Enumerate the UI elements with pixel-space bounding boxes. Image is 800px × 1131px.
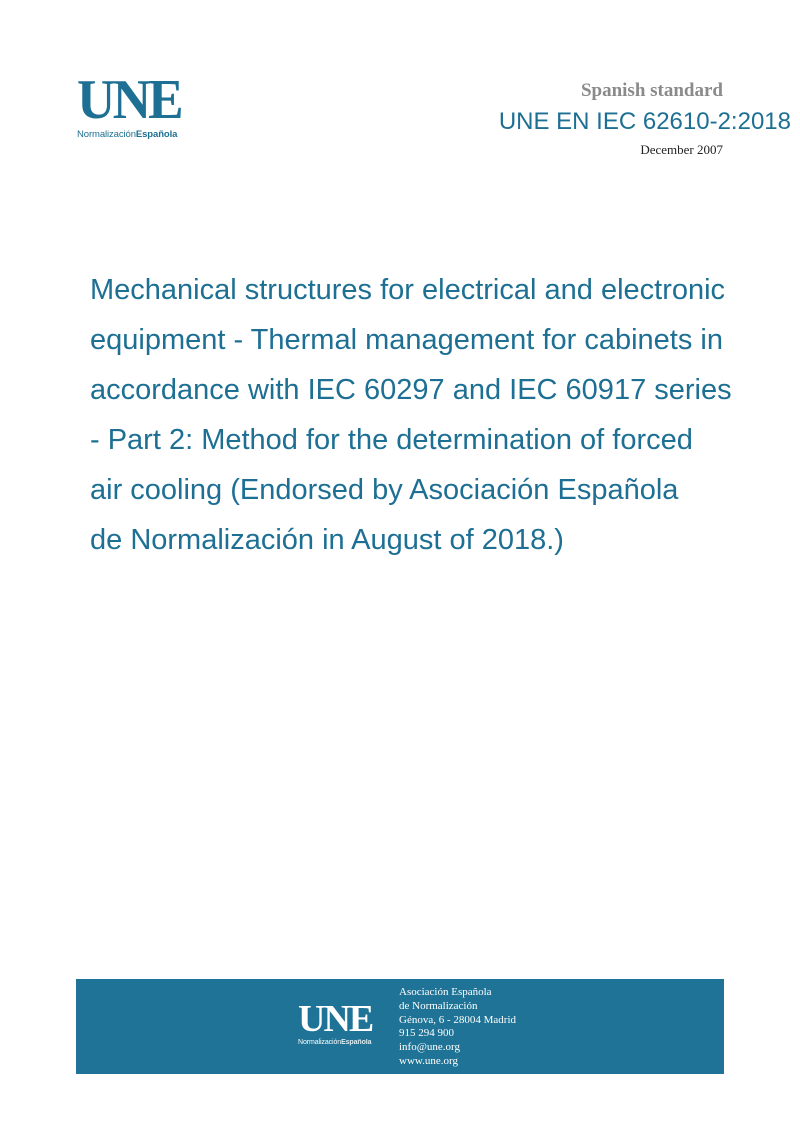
footer-logo-subtitle [298,1039,383,1046]
logo-wordmark: UNE [77,69,181,131]
standard-code: UNE EN IEC 62610-2:2018 [498,108,791,135]
footer-logo-subtitle-right: Española [341,1039,372,1046]
standard-header [581,79,723,103]
footer-org-line2: de Normalización [399,999,478,1012]
une-logo [77,69,207,140]
footer-org-line1: Asociación Española [399,986,492,998]
document-title: Mechanical structures for electrical and electronic equipment - Thermal management for cabinets in accordance with IEC 60297 and IEC 60917 series - Part 2: Method for the determination of forced air cooling (Endorsed by Asociación Española de Normalización in August of 2018.) [90,274,732,556]
footer-website[interactable]: www.une.org [399,1054,458,1067]
logo-subtitle-left: Normalización [77,129,136,140]
footer-email[interactable]: info@une.org [399,1041,460,1054]
footer-logo-wordmark: UNE [298,998,373,1040]
footer-address: Génova, 6 - 28004 Madrid [399,1013,517,1026]
footer-phone: 915 294 900 [399,1027,454,1040]
footer-logo-subtitle-left: Normalización [298,1039,342,1046]
logo-subtitle-right: Española [135,129,178,140]
footer-band [76,979,724,1074]
standard-label: Spanish standard [580,80,723,101]
standard-date: December 2007 [640,142,723,157]
footer-contact [399,986,516,1069]
footer-logo [298,998,383,1046]
